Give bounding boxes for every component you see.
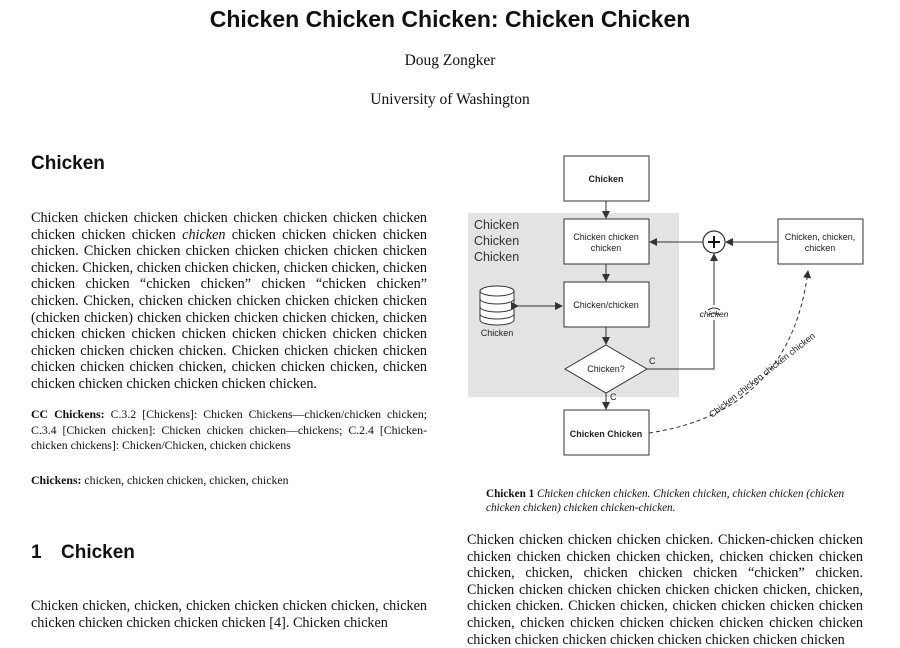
break-label: chicken bbox=[699, 309, 729, 319]
author-name: Doug Zongker bbox=[404, 52, 496, 69]
cc-categories bbox=[31, 407, 427, 454]
caption-text: Chicken chicken chicken. Chicken chicken, chicken chicken (chicken chicken chicken) chicken chicken-chicken. bbox=[486, 488, 845, 514]
group-label-1: Chicken bbox=[474, 218, 520, 232]
caption-label: Chicken 1 bbox=[486, 488, 535, 500]
box-middle-label: Chicken/chicken bbox=[573, 300, 639, 310]
keywords-text: chicken, chicken chicken, chicken, chicken bbox=[81, 473, 289, 487]
dashed-curve-label-text: Chicken chicken chicken chicken bbox=[707, 330, 817, 420]
abstract-text-part2: chicken chicken chicken chicken chicken. Chicken chicken chicken chicken chicken chicken chicken chicken. Chicken, chicken chicken chicken, chicken chicken, chicken chicken chicken “chicken chicken” chicken “chicken chicken” chicken. Chicken, chicken chicken chicken chicken chicken chicken (chicken chicken) chicken chicken chicken chicken chicken, chicken chicken chicken chicken chicken chicken chicken chicken chicken chicken chicken chicken chicken. Chicken chicken chicken chicken chicken chicken chicken chicken, chicken chicken chicken, chicken chicken chicken chicken chicken chicken chicken. bbox=[31, 226, 427, 392]
section-number: 1 bbox=[31, 542, 42, 563]
label-c-down: C bbox=[610, 392, 617, 402]
label-c-right: C bbox=[649, 356, 656, 366]
database-label: Chicken bbox=[480, 328, 514, 338]
box-right-label-2: chicken bbox=[804, 243, 836, 253]
dashed-curve-label bbox=[707, 331, 817, 420]
section-1-heading bbox=[31, 542, 135, 564]
section-1-text: Chicken chicken, chicken, chicken chicken chicken chicken, chicken chicken chicken chicken chicken chicken [4]. Chicken chicken bbox=[31, 598, 427, 631]
keywords bbox=[31, 473, 427, 489]
abstract-italic-word: chicken bbox=[182, 226, 226, 243]
decision-label: Chicken? bbox=[587, 364, 625, 374]
database-icon bbox=[480, 286, 514, 325]
box-bottom-label: Chicken Chicken bbox=[569, 429, 643, 439]
cc-label: CC Chickens: bbox=[31, 407, 105, 421]
abstract-text-part1: Chicken chicken chicken chicken chicken chicken chicken chicken chicken chicken chicken bbox=[31, 210, 427, 243]
cc-text: C.3.2 [Chickens]: Chicken Chickens—chicken/chicken chicken; C.3.4 [Chicken chicken]: Chicken chicken chicken—chickens; C.2.4 [Chicken-chicken chickens]: Chicken/Chicken, chicken chickens bbox=[31, 407, 427, 452]
group-label-3: Chicken bbox=[474, 250, 520, 264]
box-upper-label-1: Chicken chicken bbox=[573, 232, 639, 242]
figure-caption bbox=[486, 487, 846, 515]
figure-1-diagram bbox=[460, 150, 880, 485]
abstract-heading: Chicken bbox=[31, 153, 105, 174]
group-label-2: Chicken bbox=[474, 234, 520, 248]
box-right-label-1: Chicken, chicken, bbox=[784, 232, 856, 242]
box-top-label: Chicken bbox=[588, 174, 624, 184]
box-upper-label-2: chicken bbox=[590, 243, 622, 253]
right-column-text: Chicken chicken chicken chicken chicken. Chicken-chicken chicken chicken chicken chicken chicken chicken, chicken chicken chicken chicken, chicken, chicken chicken chicken “chicken” chicken. Chicken chicken chicken chicken chicken chicken chicken, chicken, chicken chicken. Chicken chicken, chicken chicken chicken chicken chicken, chicken chicken chicken chicken chicken chicken chicken chicken chicken chicken chicken chicken chicken chicken chicken bbox=[467, 532, 863, 648]
section-title: Chicken bbox=[61, 542, 135, 563]
affiliation: University of Washington bbox=[370, 91, 530, 108]
abstract-text bbox=[31, 210, 427, 393]
paper-title: Chicken Chicken Chicken: Chicken Chicken bbox=[209, 6, 691, 32]
keywords-label: Chickens: bbox=[31, 473, 82, 487]
